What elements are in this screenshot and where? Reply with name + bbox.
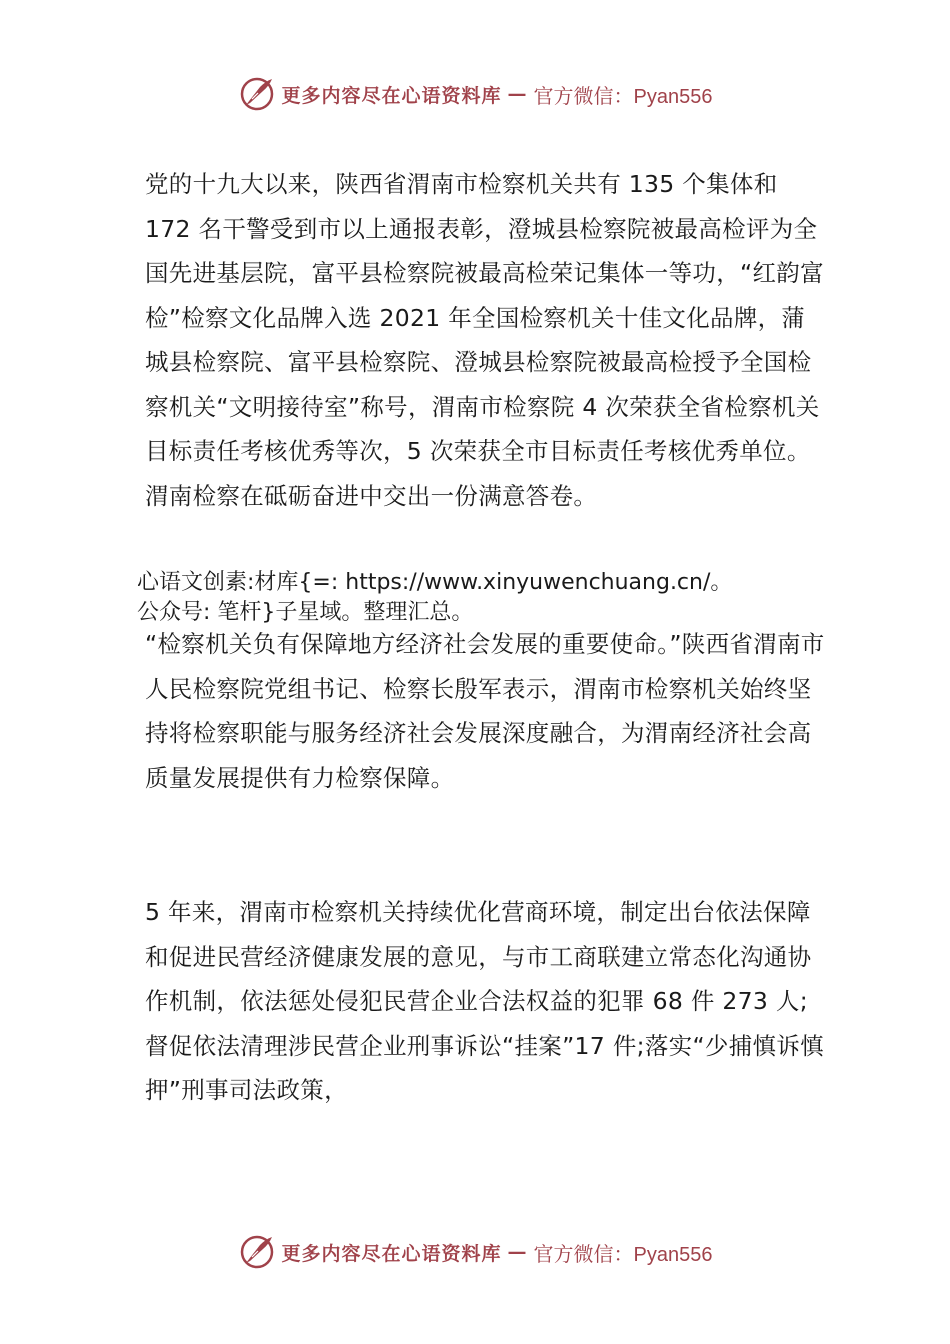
banner-wechat: 官方微信：Pyan556 xyxy=(533,85,713,108)
source-note xyxy=(137,568,857,628)
banner-dash: — xyxy=(507,1241,528,1263)
banner-dash: — xyxy=(507,83,528,105)
banner-wechat: 官方微信：Pyan556 xyxy=(533,1243,713,1266)
footer-banner xyxy=(0,1230,950,1274)
source-note-line-2: 公众号: 笔杆}子星域。整理汇总。 xyxy=(137,600,474,625)
quill-pen-logo-icon xyxy=(238,75,276,113)
source-note-line-1: 心语文创素:材库{=: https://www.xinyuwenchuang.cn/。 xyxy=(137,570,733,595)
banner-title: 更多内容尽在心语资料库 xyxy=(281,84,502,107)
banner-title: 更多内容尽在心语资料库 xyxy=(281,1242,502,1265)
quill-pen-logo-icon xyxy=(238,1233,276,1271)
paragraph-2: “检察机关负有保障地方经济社会发展的重要使命。”陕西省渭南市人民检察院党组书记、检察长殷军表示，渭南市检察机关始终坚持将检察职能与服务经济社会发展深度融合，为渭南经济社会高质量发展提供有力检察保障。 xyxy=(145,630,825,792)
header-banner xyxy=(0,72,950,116)
paragraph-3: 5 年来，渭南市检察机关持续优化营商环境，制定出台依法保障和促进民营经济健康发展的意见，与市工商联建立常态化沟通协作机制，依法惩处侵犯民营企业合法权益的犯罪 68 件 273 人;督促依法清理涉民营企业刑事诉讼“挂案”17 件;落实“少捕慎诉慎押”刑事司法政策， xyxy=(145,898,824,1104)
paragraph-1: 党的十九大以来，陕西省渭南市检察机关共有 135 个集体和 172 名干警受到市以上通报表彰，澄城县检察院被最高检评为全国先进基层院，富平县检察院被最高检荣记集体一等功，“红韵富检”检察文化品牌入选 2021 年全国检察机关十佳文化品牌，蒲城县检察院、富平县检察院、澄城县检察院被最高检授予全国检察机关“文明接待室”称号，渭南市检察院 4 次荣获全省检察机关目标责任考核优秀等次，5 次荣获全市目标责任考核优秀单位。渭南检察在砥砺奋进中交出一份满意答卷。 xyxy=(145,170,824,510)
